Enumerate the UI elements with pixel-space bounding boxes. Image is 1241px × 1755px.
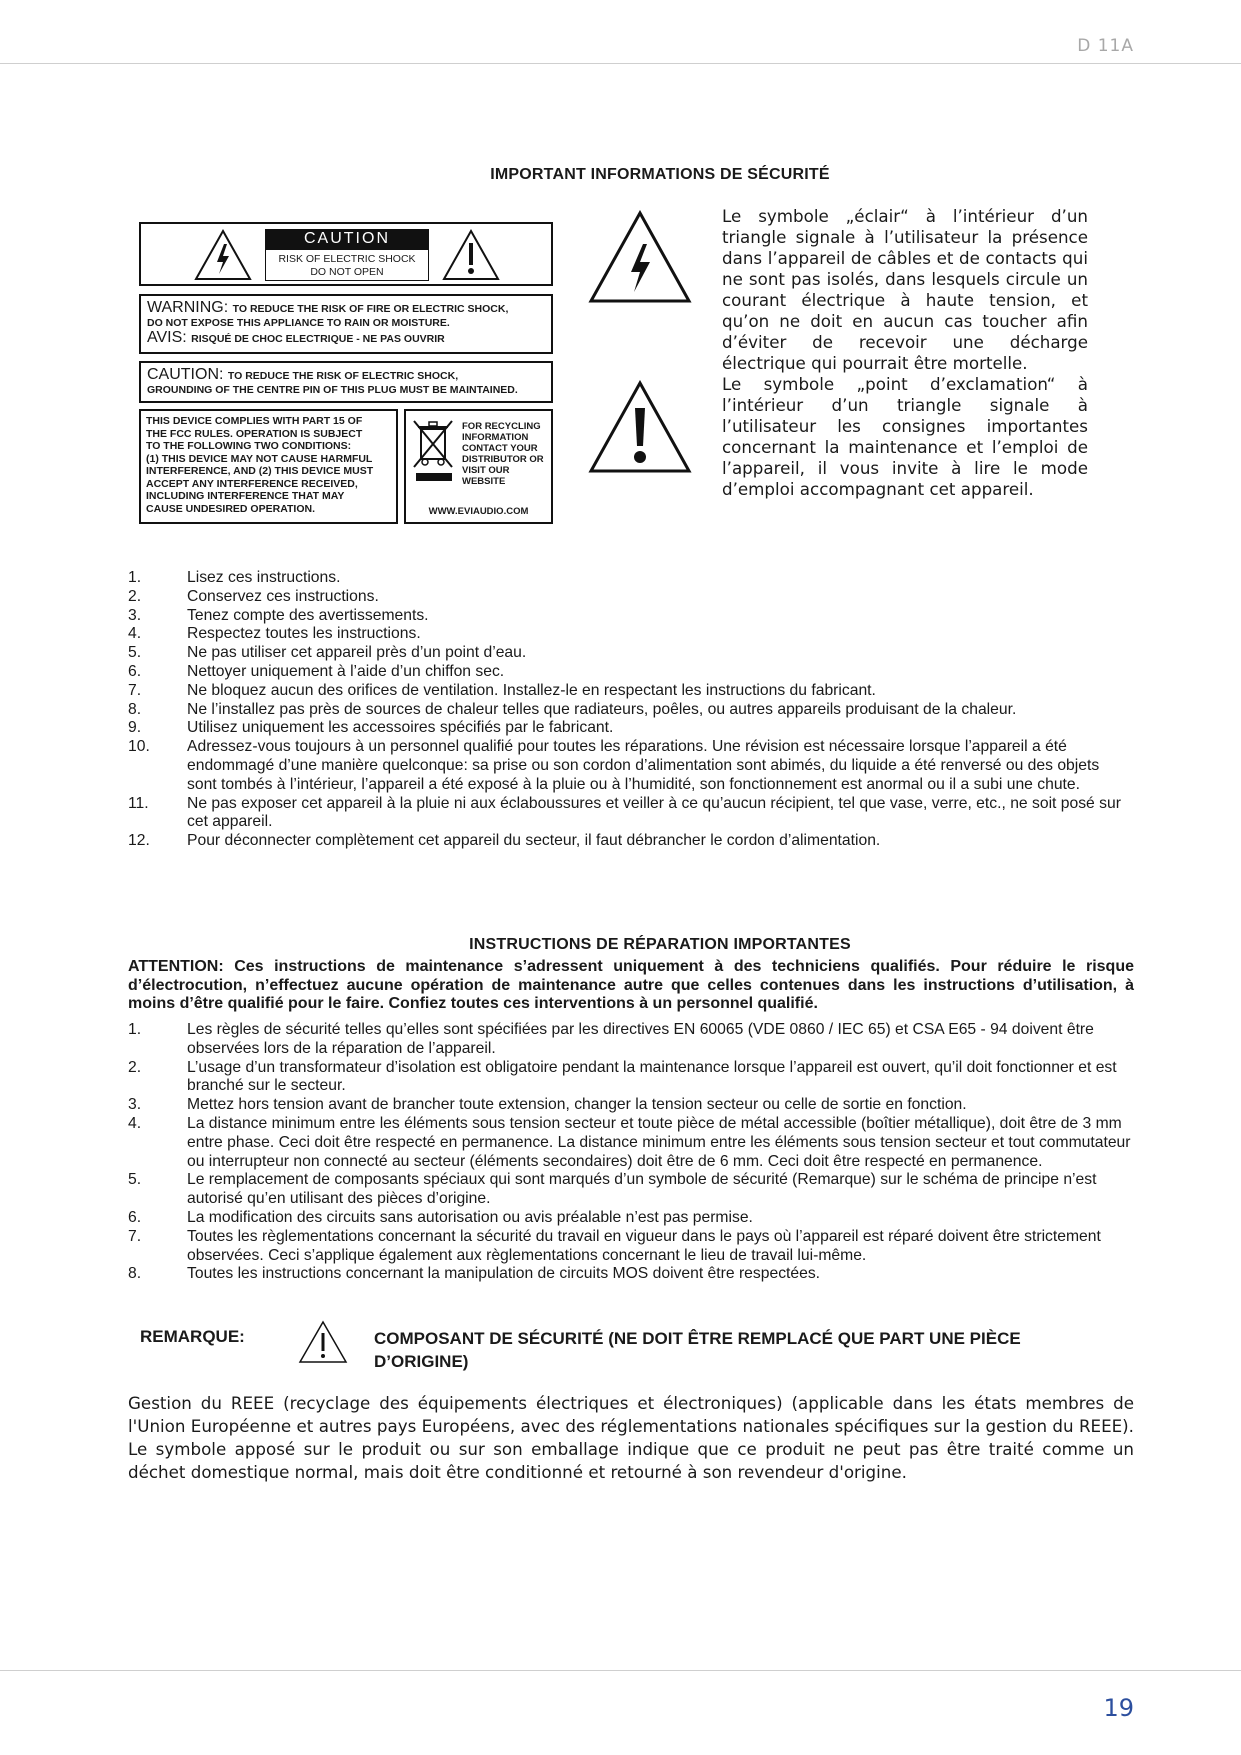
- instruction-item-number: 12.: [128, 832, 150, 850]
- exclamation-symbol-icon: [588, 380, 692, 474]
- repair-item-text: Mettez hors tension avant de brancher toute extension, changer la tension secteur ou celle de sortie en fonction.: [187, 1096, 967, 1114]
- repair-item-number: 8.: [128, 1265, 142, 1283]
- fcc-line: TO THE FOLLOWING TWO CONDITIONS:: [146, 440, 352, 452]
- repair-item-text: Les règles de sécurité telles qu’elles sont spécifiées par les directives EN 60065 (VDE 0860 / IEC 65) et CSA E65 - 94 doivent être observées lors de la réparation de l’appareil.: [187, 1021, 1094, 1057]
- repair-item-text: Toutes les règlementations concernant la sécurité du travail en vigueur dans le pays où l’appareil est réparé doivent être strictement observées. Ceci s’applique également aux règlementations concernant le lieu de travail lui-même.: [187, 1227, 1101, 1264]
- instruction-item: [128, 719, 1132, 738]
- website-text: WWW.EVIAUDIO.COM: [428, 506, 529, 517]
- remark-text: COMPOSANT DE SÉCURITÉ (NE DOIT ÊTRE REMPLACÉ QUE PART UNE PIÈCE D’ORIGINE): [374, 1329, 1021, 1371]
- attention-head: ATTENTION:: [128, 958, 224, 975]
- instruction-item-number: 4.: [128, 625, 142, 643]
- caution2-head: CAUTION:: [147, 366, 224, 383]
- instruction-item-number: 7.: [128, 681, 142, 699]
- repair-item-text: La modification des circuits sans autorisation ou avis préalable n’est pas permise.: [187, 1208, 753, 1226]
- exclamation-warning-icon: [441, 228, 501, 282]
- recycle-line: FOR RECYCLING: [462, 421, 541, 432]
- instruction-item: [128, 663, 1132, 682]
- repair-item: [128, 1209, 1132, 1228]
- instruction-item-number: 8.: [128, 700, 142, 718]
- repair-item-text: Toutes les instructions concernant la manipulation de circuits MOS doivent être respectées.: [187, 1265, 821, 1283]
- recycle-line: DISTRIBUTOR OR: [462, 454, 544, 465]
- safety-section-title: IMPORTANT INFORMATIONS DE SÉCURITÉ: [490, 166, 830, 183]
- instruction-item-number: 5.: [128, 644, 142, 662]
- lightning-warning-icon: [193, 228, 253, 282]
- instruction-item-text: Conservez ces instructions.: [187, 587, 379, 605]
- recycling-box: [404, 409, 553, 524]
- repair-item: [128, 1228, 1132, 1266]
- instruction-item: [128, 588, 1132, 607]
- caution-risk-text: [265, 249, 429, 281]
- instruction-item-text: Ne l’installez pas près de sources de chaleur telles que radiateurs, poêles, ou autres appareils produisant de la chaleur.: [187, 700, 1017, 718]
- instruction-item-number: 3.: [128, 606, 142, 624]
- repair-item: [128, 1021, 1132, 1059]
- exclamation-description: Le symbole „point d’exclamation“ à l’intérieur d’un triangle signale à l’utilisateur les consignes importantes concernant la maintenance et l’emploi de l’appareil, il vous invite à lire le mode d’emploi accompagnant cet appareil.: [722, 374, 1088, 499]
- recycle-line: CONTACT YOUR: [462, 443, 538, 454]
- instruction-item-number: 9.: [128, 719, 142, 737]
- instruction-item-text: Ne bloquez aucun des orifices de ventilation. Installez-le en respectant les instructions du fabricant.: [187, 681, 876, 699]
- instruction-item-text: Utilisez uniquement les accessoires spécifiés par le fabricant.: [187, 719, 614, 737]
- avis-text: RISQUÉ DE CHOC ELECTRIQUE - NE PAS OUVRIR: [191, 333, 445, 345]
- fcc-line: CAUSE UNDESIRED OPERATION.: [146, 502, 315, 515]
- fcc-text: [146, 415, 391, 515]
- fcc-line: THE FCC RULES. OPERATION IS SUBJECT: [146, 427, 363, 440]
- instruction-item-text: Adressez-vous toujours à un personnel qualifié pour toutes les réparations. Une révision est nécessaire lorsque l’appareil a été endommagé d’une manière quelconque: sa prise ou son cordon d’alimentation sont abimés, du liquide a été renversé ou des objets sont tombés à l’intérieur, l’appareil a été exposé à la pluie ou à l’humidité, son fonctionnement est anormal ou il a subi une chute.: [187, 738, 1100, 793]
- repair-item-number: 7.: [128, 1227, 142, 1245]
- instruction-item: [128, 701, 1132, 720]
- fcc-line: (1) THIS DEVICE MAY NOT CAUSE HARMFUL: [146, 452, 373, 465]
- repair-item-text: Le remplacement de composants spéciaux qui sont marqués d’un symbole de sécurité (Remarque) sur le schéma de principe n’est autorisé qu’en utilisant des pièces d’origine.: [187, 1171, 1097, 1208]
- symbol-descriptions: [722, 206, 1088, 500]
- instruction-item-number: 11.: [128, 794, 149, 812]
- instruction-item: [128, 607, 1132, 626]
- recycle-line: INFORMATION: [462, 432, 529, 443]
- caution-title: CAUTION: [265, 229, 429, 249]
- fcc-line: THIS DEVICE COMPLIES WITH PART 15 OF: [146, 415, 363, 427]
- attention-paragraph: [128, 958, 1134, 1014]
- instruction-item-text: Lisez ces instructions.: [187, 569, 341, 586]
- instruction-item: [128, 738, 1132, 794]
- safety-instructions-list: [128, 569, 1132, 851]
- instruction-item-text: Ne pas exposer cet appareil à la pluie ni aux éclaboussures et veiller à ce qu’aucun récipient, tel que vase, verre, etc., ne soit posé sur cet appareil.: [187, 794, 1121, 831]
- instruction-item: [128, 625, 1132, 644]
- repair-item-number: 3.: [128, 1096, 142, 1114]
- repair-item-number: 2.: [128, 1058, 142, 1076]
- warning-head: WARNING:: [147, 299, 229, 316]
- remark-label: REMARQUE:: [140, 1327, 245, 1346]
- lightning-symbol-icon: [588, 210, 692, 304]
- lightning-description: Le symbole „éclair“ à l’intérieur d’un triangle signale à l’utilisateur la présence dans l’appareil de câbles et de contacts qui ne sont pas isolés, dans lesquels circule un courant électrique à haute tension, et qu’on ne doit en aucun cas toucher afin d’éviter de recevoir une décharge électrique qui pourrait être mortelle.: [722, 206, 1088, 373]
- crossed-bin-icon: [411, 417, 457, 485]
- avis-head: AVIS:: [147, 329, 187, 346]
- header-divider: [0, 63, 1241, 64]
- repair-item: [128, 1115, 1132, 1171]
- recycling-text: [462, 421, 551, 487]
- instruction-item: [128, 832, 1132, 851]
- weee-paragraph: Gestion du REEE (recyclage des équipements électriques et électroniques) (applicable dans les états membres de l'Union Européenne et autres pays Européens, avec des réglementations nationales spécifiques sur la gestion du REEE). Le symbole apposé sur le produit ou sur son emballage indique que ce produit ne peut pas être traité comme un déchet domestique normal, mais doit être conditionné et retourné à son revendeur d'origine.: [128, 1393, 1134, 1482]
- fcc-line: INTERFERENCE, AND (2) THIS DEVICE MUST: [146, 465, 374, 477]
- warning-line-1: TO REDUCE THE RISK OF FIRE OR ELECTRIC SHOCK,: [232, 303, 509, 315]
- instruction-item-text: Ne pas utiliser cet appareil près d’un point d’eau.: [187, 644, 527, 662]
- instruction-item-number: 2.: [128, 587, 142, 605]
- repair-item-number: 5.: [128, 1171, 142, 1189]
- caution2-line-2: GROUNDING OF THE CENTRE PIN OF THIS PLUG MUST BE MAINTAINED.: [147, 384, 518, 396]
- caution-grounding-box: [139, 361, 553, 403]
- instruction-item-number: 1.: [128, 569, 142, 586]
- instruction-item: [128, 569, 1132, 588]
- risk-line-2: DO NOT OPEN: [310, 266, 384, 278]
- instruction-item: [128, 682, 1132, 701]
- risk-line-1: RISK OF ELECTRIC SHOCK: [278, 253, 416, 265]
- repair-item: [128, 1265, 1132, 1284]
- document-code: D 11A: [1077, 36, 1134, 56]
- instruction-item-number: 6.: [128, 662, 142, 680]
- page-number: 19: [1103, 1694, 1134, 1722]
- repair-item-text: La distance minimum entre les éléments sous tension secteur et toute pièce de métal accessible (boîtier métallique), doit être de 3 mm entre phase. Ceci doit être respecté en permanence. La distance minimum entre les éléments sous tension secteur et tout commutateur ou interrupteur non connecté au secteur (éléments secondaires) doit être de 6 mm. Ceci doit être respecté en permanence.: [187, 1114, 1131, 1170]
- warning-box: [139, 294, 553, 354]
- repair-instructions-list: [128, 1021, 1132, 1284]
- repair-item: [128, 1171, 1132, 1209]
- caution-top-box: [139, 222, 553, 286]
- fcc-line: INCLUDING INTERFERENCE THAT MAY: [146, 490, 345, 502]
- repair-item-text: L’usage d’un transformateur d’isolation est obligatoire pendant la maintenance lorsque l’appareil est ouvert, qu’il doit fonctionner et est branché sur le secteur.: [187, 1058, 1117, 1095]
- instruction-item-text: Respectez toutes les instructions.: [187, 625, 421, 643]
- fcc-line: ACCEPT ANY INTERFERENCE RECEIVED,: [146, 477, 358, 490]
- recycle-line: VISIT OUR WEBSITE: [462, 465, 510, 487]
- fcc-box: [139, 409, 398, 524]
- warning-line-2: DO NOT EXPOSE THIS APPLIANCE TO RAIN OR MOISTURE.: [147, 317, 450, 329]
- caution-label: [139, 222, 555, 524]
- repair-item-number: 1.: [128, 1021, 142, 1038]
- footer-divider: [0, 1670, 1241, 1671]
- remark-warning-icon: [298, 1320, 348, 1364]
- caution2-line-1: TO REDUCE THE RISK OF ELECTRIC SHOCK,: [227, 370, 459, 382]
- repair-item-number: 6.: [128, 1208, 142, 1226]
- attention-text: Ces instructions de maintenance s’adressent uniquement à des techniciens qualifiés. Pour réduire le risque d’électrocution, n’effectuez aucune opération de maintenance autre que celles contenues dans les instructions d’utilisation, à moins d’être qualifié pour le faire. Confiez toutes ces interventions à un personnel qualifié.: [128, 958, 1134, 1012]
- instruction-item-text: Tenez compte des avertissements.: [187, 606, 429, 624]
- repair-item-number: 4.: [128, 1114, 142, 1132]
- repair-item: [128, 1096, 1132, 1115]
- instruction-item-text: Pour déconnecter complètement cet appareil du secteur, il faut débrancher le cordon d’alimentation.: [187, 832, 881, 850]
- instruction-item: [128, 795, 1132, 833]
- instruction-item-text: Nettoyer uniquement à l’aide d’un chiffon sec.: [187, 662, 505, 680]
- repair-item: [128, 1059, 1132, 1097]
- instruction-item: [128, 644, 1132, 663]
- repair-section-title: INSTRUCTIONS DE RÉPARATION IMPORTANTES: [469, 936, 851, 953]
- instruction-item-number: 10.: [128, 738, 150, 756]
